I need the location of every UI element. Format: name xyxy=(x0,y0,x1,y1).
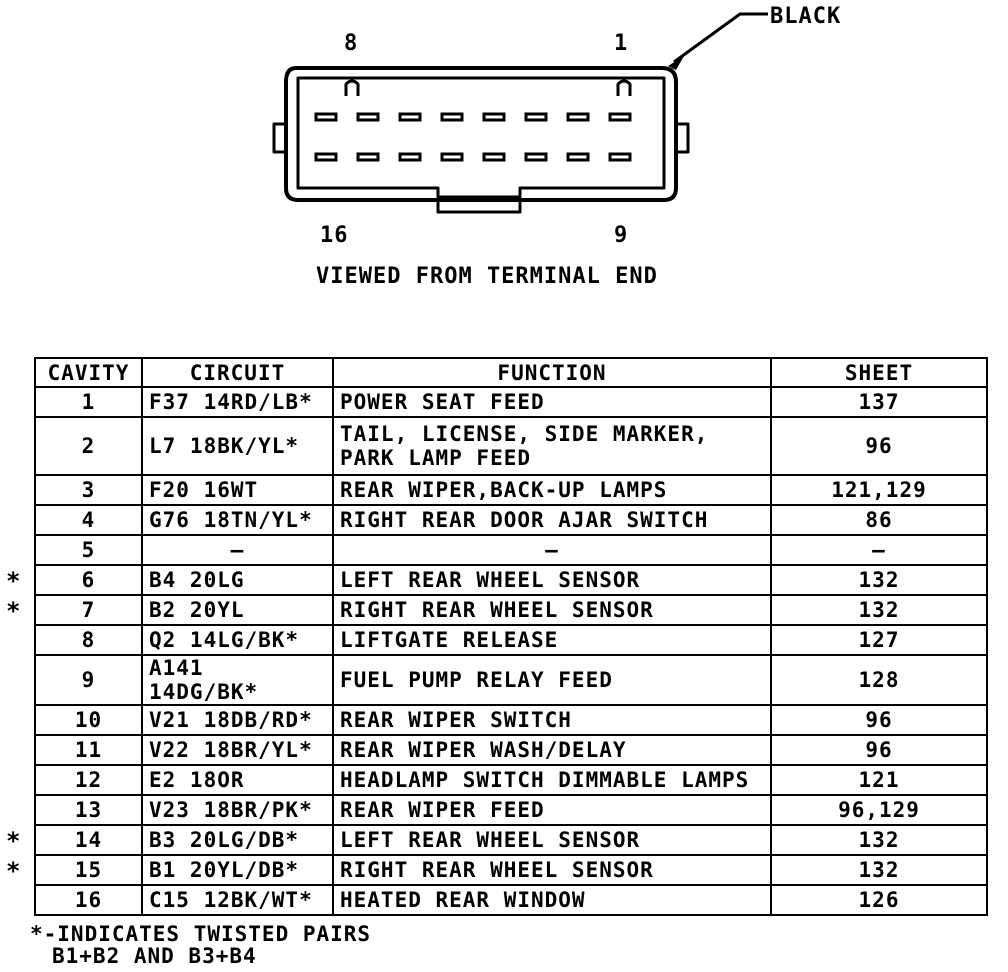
circuit-cell: F37 14RD/LB* xyxy=(142,387,333,417)
function-cell: REAR WIPER WASH/DELAY xyxy=(333,735,771,765)
table-row xyxy=(35,885,987,915)
terminal-slot xyxy=(316,154,336,160)
sheet-cell: 137 xyxy=(771,387,987,417)
circuit-cell: — xyxy=(142,535,333,565)
cavity-cell: 9 xyxy=(35,655,142,705)
cavity-cell: 10 xyxy=(35,705,142,735)
terminal-slot xyxy=(526,154,546,160)
function-cell: LEFT REAR WHEEL SENSOR xyxy=(333,565,771,595)
function-cell: LEFT REAR WHEEL SENSOR xyxy=(333,825,771,855)
circuit-cell: V22 18BR/YL* xyxy=(142,735,333,765)
circuit-cell: V21 18DB/RD* xyxy=(142,705,333,735)
connector-color-label: BLACK xyxy=(770,4,842,29)
table-row xyxy=(35,625,987,655)
circuit-cell: E2 18OR xyxy=(142,765,333,795)
pin-label-8: 8 xyxy=(344,31,359,56)
table-row xyxy=(35,505,987,535)
sheet-cell: 132 xyxy=(771,855,987,885)
function-cell: RIGHT REAR WHEEL SENSOR xyxy=(333,855,771,885)
cavity-cell: 11 xyxy=(35,735,142,765)
circuit-cell: Q2 14LG/BK* xyxy=(142,625,333,655)
terminal-slot xyxy=(316,114,336,120)
function-cell: FUEL PUMP RELAY FEED xyxy=(333,655,771,705)
pin-label-9: 9 xyxy=(614,223,629,248)
function-cell: REAR WIPER,BACK-UP LAMPS xyxy=(333,475,771,505)
circuit-cell: C15 12BK/WT* xyxy=(142,885,333,915)
sheet-cell: 126 xyxy=(771,885,987,915)
sheet-cell: 96 xyxy=(771,705,987,735)
cavity-cell: 12 xyxy=(35,765,142,795)
table-row xyxy=(35,795,987,825)
function-cell: TAIL, LICENSE, SIDE MARKER, PARK LAMP FEED xyxy=(333,417,771,475)
header-circuit: CIRCUIT xyxy=(142,358,333,387)
header-function: FUNCTION xyxy=(333,358,771,387)
function-cell: POWER SEAT FEED xyxy=(333,387,771,417)
function-cell: HEATED REAR WINDOW xyxy=(333,885,771,915)
table-row xyxy=(35,855,987,885)
header-cavity: CAVITY xyxy=(35,358,142,387)
pinout-table xyxy=(34,357,988,916)
cavity-cell: 1 xyxy=(35,387,142,417)
table-row xyxy=(35,565,987,595)
circuit-cell: B4 20LG xyxy=(142,565,333,595)
footnote-line1: *-INDICATES TWISTED PAIRS xyxy=(30,922,372,946)
terminal-slot xyxy=(484,114,504,120)
terminal-slot xyxy=(442,154,462,160)
sheet-cell: 132 xyxy=(771,565,987,595)
function-cell: LIFTGATE RELEASE xyxy=(333,625,771,655)
function-cell: REAR WIPER FEED xyxy=(333,795,771,825)
pin-label-1: 1 xyxy=(614,31,629,56)
cavity-cell: 2 xyxy=(35,417,142,475)
terminal-slot xyxy=(442,114,462,120)
header-sheet: SHEET xyxy=(771,358,987,387)
terminal-slot xyxy=(484,154,504,160)
twisted-pair-marker: * xyxy=(6,827,21,855)
circuit-cell: F20 16WT xyxy=(142,475,333,505)
sheet-cell: 121,129 xyxy=(771,475,987,505)
cavity-cell: 5 xyxy=(35,535,142,565)
table-row xyxy=(35,655,987,705)
function-cell: REAR WIPER SWITCH xyxy=(333,705,771,735)
circuit-cell: B3 20LG/DB* xyxy=(142,825,333,855)
twisted-pair-marker: * xyxy=(6,567,21,595)
table-row xyxy=(35,417,987,475)
cavity-cell: 7 xyxy=(35,595,142,625)
sheet-cell: 132 xyxy=(771,825,987,855)
terminal-slot xyxy=(610,154,630,160)
terminal-slot xyxy=(568,154,588,160)
circuit-cell: B1 20YL/DB* xyxy=(142,855,333,885)
function-cell: RIGHT REAR DOOR AJAR SWITCH xyxy=(333,505,771,535)
footnote-line2: B1+B2 AND B3+B4 xyxy=(52,944,257,968)
cavity-cell: 3 xyxy=(35,475,142,505)
table-row xyxy=(35,535,987,565)
cavity-cell: 16 xyxy=(35,885,142,915)
sheet-cell: 96,129 xyxy=(771,795,987,825)
terminal-slot xyxy=(400,114,420,120)
callout-line xyxy=(674,14,768,62)
table-row xyxy=(35,735,987,765)
table-row xyxy=(35,765,987,795)
connector-caption: VIEWED FROM TERMINAL END xyxy=(316,264,658,289)
circuit-cell: V23 18BR/PK* xyxy=(142,795,333,825)
circuit-cell: B2 20YL xyxy=(142,595,333,625)
cavity-cell: 4 xyxy=(35,505,142,535)
sheet-cell: — xyxy=(771,535,987,565)
terminal-slot xyxy=(358,114,378,120)
sheet-cell: 96 xyxy=(771,735,987,765)
table-row xyxy=(35,387,987,417)
sheet-cell: 128 xyxy=(771,655,987,705)
terminal-slot xyxy=(568,114,588,120)
terminal-cavities xyxy=(316,114,630,160)
pin-label-16: 16 xyxy=(320,223,349,248)
terminal-slot xyxy=(358,154,378,160)
sheet-cell: 96 xyxy=(771,417,987,475)
sheet-cell: 132 xyxy=(771,595,987,625)
table-row xyxy=(35,475,987,505)
twisted-pair-marker: * xyxy=(6,597,21,625)
terminal-slot xyxy=(400,154,420,160)
terminal-slot xyxy=(526,114,546,120)
function-cell: — xyxy=(333,535,771,565)
function-cell: RIGHT REAR WHEEL SENSOR xyxy=(333,595,771,625)
cavity-cell: 13 xyxy=(35,795,142,825)
circuit-cell: G76 18TN/YL* xyxy=(142,505,333,535)
twisted-pair-marker: * xyxy=(6,857,21,885)
table-row xyxy=(35,595,987,625)
sheet-cell: 127 xyxy=(771,625,987,655)
connector-post-right xyxy=(618,81,630,96)
terminal-slot xyxy=(610,114,630,120)
sheet-cell: 121 xyxy=(771,765,987,795)
table-row xyxy=(35,825,987,855)
circuit-cell: L7 18BK/YL* xyxy=(142,417,333,475)
connector-inner-wall xyxy=(298,78,664,197)
cavity-cell: 8 xyxy=(35,625,142,655)
table-header-row xyxy=(35,358,987,387)
connector-post-left xyxy=(346,81,358,96)
cavity-cell: 15 xyxy=(35,855,142,885)
sheet-cell: 86 xyxy=(771,505,987,535)
connector-diagram xyxy=(0,0,1008,340)
cavity-cell: 6 xyxy=(35,565,142,595)
function-cell: HEADLAMP SWITCH DIMMABLE LAMPS xyxy=(333,765,771,795)
table-row xyxy=(35,705,987,735)
circuit-cell: A141 14DG/BK* xyxy=(142,655,333,705)
cavity-cell: 14 xyxy=(35,825,142,855)
